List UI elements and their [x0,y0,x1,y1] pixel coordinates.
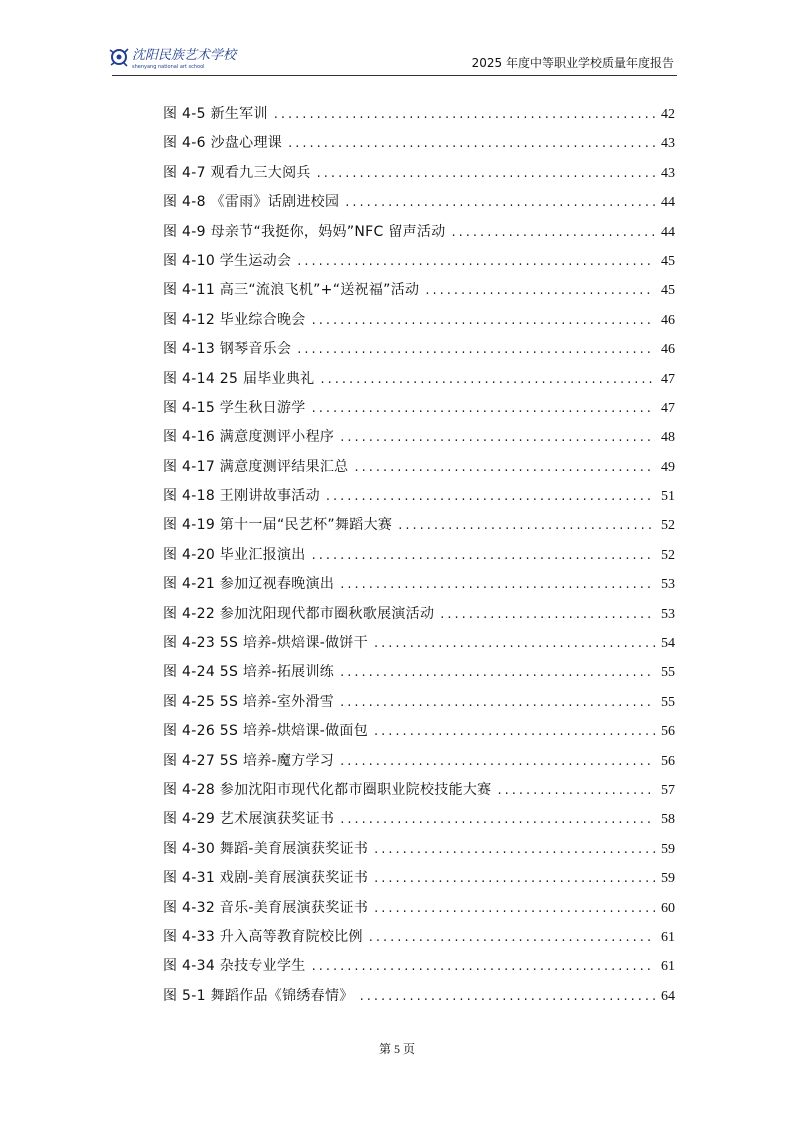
toc-entry-label: 图 4-11 高三“流浪飞机”+“送祝福”活动 [163,282,420,299]
toc-entry-label: 图 4-14 25 届毕业典礼 [163,370,315,387]
figure-list [163,100,675,1011]
toc-entry[interactable] [163,218,675,247]
toc-entry-label: 图 4-10 学生运动会 [163,252,292,269]
toc-entry-page: 49 [661,459,675,475]
toc-dot-leader [340,747,655,776]
toc-entry[interactable] [163,688,675,717]
page-number: 第 5 页 [378,1042,415,1056]
toc-entry-page: 56 [661,753,675,769]
toc-entry-page: 60 [661,900,675,916]
toc-entry[interactable] [163,159,675,188]
toc-dot-leader [288,129,655,158]
toc-entry[interactable] [163,864,675,893]
toc-dot-leader [345,188,655,217]
toc-entry-page: 56 [661,724,675,740]
toc-entry[interactable] [163,541,675,570]
toc-entry[interactable] [163,423,675,452]
toc-dot-leader [425,276,655,305]
toc-entry-label: 图 5-1 舞蹈作品《锦绣春情》 [163,987,354,1004]
toc-entry-label: 图 4-34 杂技专业学生 [163,958,306,975]
toc-dot-leader [312,394,655,423]
toc-dot-leader [360,982,655,1011]
toc-entry-label: 图 4-20 毕业汇报演出 [163,546,306,563]
toc-dot-leader [374,629,655,658]
toc-entry-page: 52 [661,547,675,563]
toc-entry[interactable] [163,952,675,981]
toc-entry[interactable] [163,511,675,540]
toc-entry-page: 43 [661,165,675,181]
toc-entry-label: 图 4-17 满意度测评结果汇总 [163,458,349,475]
toc-dot-leader [452,218,655,247]
toc-entry-page: 47 [661,371,675,387]
toc-dot-leader [398,511,655,540]
toc-entry-label: 图 4-30 舞蹈-美育展演获奖证书 [163,840,369,857]
toc-entry-page: 53 [661,606,675,622]
toc-entry-page: 59 [661,841,675,857]
toc-dot-leader [312,952,655,981]
toc-dot-leader [340,805,655,834]
toc-entry[interactable] [163,482,675,511]
toc-entry[interactable] [163,335,675,364]
toc-entry-label: 图 4-26 5S 培养-烘焙课-做面包 [163,723,369,740]
toc-dot-leader [374,717,655,746]
toc-entry-label: 图 4-6 沙盘心理课 [163,135,283,152]
toc-entry-page: 61 [661,959,675,975]
toc-dot-leader [374,894,655,923]
toc-entry[interactable] [163,717,675,746]
toc-dot-leader [340,570,655,599]
toc-entry-label: 图 4-27 5S 培养-魔方学习 [163,752,335,769]
toc-entry-label: 图 4-12 毕业综合晚会 [163,311,306,328]
toc-entry-page: 51 [661,489,675,505]
toc-dot-leader [354,453,655,482]
toc-entry-page: 46 [661,342,675,358]
toc-entry-label: 图 4-22 参加沈阳现代都市圈秋歌展演活动 [163,605,435,622]
toc-entry-page: 61 [661,929,675,945]
toc-dot-leader [312,306,655,335]
header-divider [112,75,677,76]
toc-entry[interactable] [163,394,675,423]
toc-entry-label: 图 4-33 升入高等教育院校比例 [163,928,363,945]
toc-entry-label: 图 4-23 5S 培养-烘焙课-做饼干 [163,635,369,652]
toc-entry-label: 图 4-19 第十一届“民艺杯”舞蹈大赛 [163,517,393,534]
toc-dot-leader [274,100,655,129]
toc-entry-page: 64 [661,988,675,1004]
toc-entry-page: 45 [661,253,675,269]
toc-entry-page: 57 [661,782,675,798]
toc-entry[interactable] [163,600,675,629]
toc-entry[interactable] [163,776,675,805]
toc-entry[interactable] [163,570,675,599]
toc-entry-page: 54 [661,636,675,652]
logo-subtext: shenyang national art school [132,64,205,70]
toc-entry[interactable] [163,247,675,276]
toc-entry-page: 44 [661,195,675,211]
toc-entry-page: 55 [661,665,675,681]
toc-entry[interactable] [163,188,675,217]
toc-entry-label: 图 4-28 参加沈阳市现代化都市圈职业院校技能大赛 [163,781,492,798]
toc-entry-label: 图 4-9 母亲节“我挺你，妈妈”NFC 留声活动 [163,223,446,240]
toc-entry[interactable] [163,100,675,129]
toc-dot-leader [340,688,655,717]
toc-dot-leader [297,247,655,276]
toc-entry[interactable] [163,129,675,158]
toc-entry-page: 55 [661,694,675,710]
toc-dot-leader [312,541,655,570]
toc-entry-label: 图 4-8 《雷雨》话剧进校园 [163,194,340,211]
toc-dot-leader [340,658,655,687]
toc-entry-label: 图 4-24 5S 培养-拓展训练 [163,664,335,681]
toc-entry[interactable] [163,747,675,776]
toc-dot-leader [297,335,655,364]
toc-entry[interactable] [163,658,675,687]
toc-entry-label: 图 4-25 5S 培养-室外滑雪 [163,693,335,710]
toc-entry-label: 图 4-13 钢琴音乐会 [163,341,292,358]
school-logo-icon [108,44,238,72]
toc-entry-label: 图 4-29 艺术展演获奖证书 [163,811,335,828]
logo-text: 沈阳民族艺术学校 [132,48,237,63]
toc-entry-page: 52 [661,518,675,534]
toc-entry[interactable] [163,365,675,394]
toc-entry[interactable] [163,306,675,335]
toc-entry-label: 图 4-18 王刚讲故事活动 [163,488,320,505]
toc-entry[interactable] [163,982,675,1011]
toc-entry[interactable] [163,453,675,482]
toc-entry-page: 43 [661,136,675,152]
toc-dot-leader [340,423,655,452]
toc-entry-page: 46 [661,312,675,328]
toc-entry-label: 图 4-32 音乐-美育展演获奖证书 [163,899,369,916]
toc-dot-leader [317,159,655,188]
toc-entry-page: 42 [661,106,675,122]
toc-entry-page: 59 [661,871,675,887]
toc-entry-label: 图 4-15 学生秋日游学 [163,399,306,416]
toc-entry-page: 53 [661,577,675,593]
toc-dot-leader [326,482,655,511]
toc-entry-page: 47 [661,400,675,416]
toc-entry-label: 图 4-5 新生军训 [163,105,268,122]
toc-entry-page: 45 [661,283,675,299]
toc-entry-label: 图 4-16 满意度测评小程序 [163,429,335,446]
toc-entry[interactable] [163,629,675,658]
toc-dot-leader [320,365,655,394]
toc-entry[interactable] [163,276,675,305]
report-title: 2025 年度中等职业学校质量年度报告 [471,56,674,70]
toc-dot-leader [497,776,655,805]
toc-entry[interactable] [163,894,675,923]
toc-entry-label: 图 4-31 戏剧-美育展演获奖证书 [163,870,369,887]
toc-entry-label: 图 4-21 参加辽视春晚演出 [163,576,335,593]
toc-entry-page: 58 [661,812,675,828]
toc-entry-page: 44 [661,224,675,240]
toc-entry[interactable] [163,923,675,952]
toc-dot-leader [374,835,655,864]
school-logo [108,44,238,72]
toc-entry-page: 48 [661,430,675,446]
page-header [108,40,678,72]
toc-dot-leader [440,600,655,629]
toc-entry[interactable] [163,835,675,864]
toc-entry[interactable] [163,805,675,834]
toc-dot-leader [369,923,655,952]
toc-dot-leader [374,864,655,893]
toc-entry-label: 图 4-7 观看九三大阅兵 [163,164,311,181]
